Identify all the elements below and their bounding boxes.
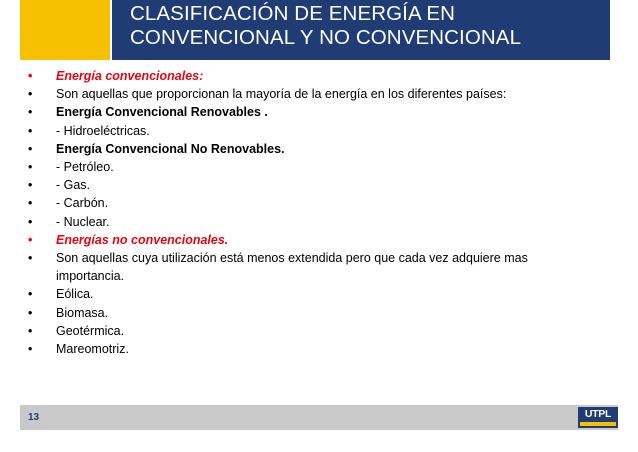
bullet-dot: • (28, 214, 33, 229)
bullet-dot: • (28, 69, 33, 83)
bullet-text: Son aquellas que proporcionan la mayoría de la energía en los diferentes países: (56, 87, 507, 102)
bullet-text: - Nuclear. (56, 214, 110, 229)
bullet-text: Mareomotriz. (56, 342, 129, 357)
bullet-dot: • (28, 178, 33, 193)
slide-title-line-1: CLASIFICACIÓN DE ENERGÍA EN (130, 2, 456, 25)
utpl-logo-text: UTPL (584, 408, 612, 420)
bullet-text: Son aquellas cuya utilización está menos extendida pero que cada vez adquiere mas importancia. (56, 251, 528, 284)
bullet-dot: • (28, 251, 33, 266)
bullet-dot: • (28, 342, 33, 357)
bullet-dot: • (28, 87, 33, 102)
bullet-item (28, 67, 588, 85)
bullet-text: - Hidroeléctricas. (56, 123, 150, 138)
bullet-text: - Carbón. (56, 196, 109, 211)
bullet-item (28, 304, 588, 322)
bullet-item (28, 122, 588, 140)
bullet-dot: • (28, 160, 33, 175)
bullet-item (28, 140, 588, 158)
bullet-dot: • (28, 105, 33, 120)
bullet-text: Energías no convencionales. (56, 232, 229, 247)
bullet-item (28, 249, 586, 285)
slide-title-line-2: CONVENCIONAL Y NO CONVENCIONAL (130, 26, 522, 49)
bullet-dot: • (28, 141, 33, 156)
header-accent-block (20, 0, 110, 60)
bullet-text: - Gas. (56, 178, 91, 193)
page-number: 13 (28, 412, 40, 423)
bullet-text: - Petróleo. (56, 160, 114, 175)
bullet-item (28, 322, 588, 340)
slide-title (130, 2, 600, 50)
utpl-logo (578, 407, 618, 428)
bullet-text: Energía convencionales: (56, 69, 204, 83)
bullet-text: Biomasa. (56, 305, 109, 320)
utpl-logo-stripe (580, 422, 616, 426)
bullet-item (28, 285, 588, 303)
bullet-dot: • (28, 305, 33, 320)
bullet-item (28, 176, 588, 194)
bullet-item (28, 103, 588, 121)
bullet-list (28, 67, 588, 358)
bullet-item (28, 340, 588, 358)
bullet-dot: • (28, 123, 33, 138)
bullet-text: Eólica. (56, 287, 94, 302)
bullet-item (28, 85, 588, 103)
bullet-dot: • (28, 232, 33, 247)
bullet-item (28, 231, 588, 249)
bullet-dot: • (28, 287, 33, 302)
footer-bar (20, 405, 618, 430)
bullet-item (28, 194, 588, 212)
bullet-item (28, 158, 588, 176)
bullet-dot: • (28, 196, 33, 211)
bullet-item (28, 213, 588, 231)
bullet-text: Energía Convencional Renovables . (56, 105, 268, 120)
bullet-text: Geotérmica. (56, 323, 125, 338)
bullet-dot: • (28, 323, 33, 338)
bullet-text: Energía Convencional No Renovables. (56, 141, 285, 156)
